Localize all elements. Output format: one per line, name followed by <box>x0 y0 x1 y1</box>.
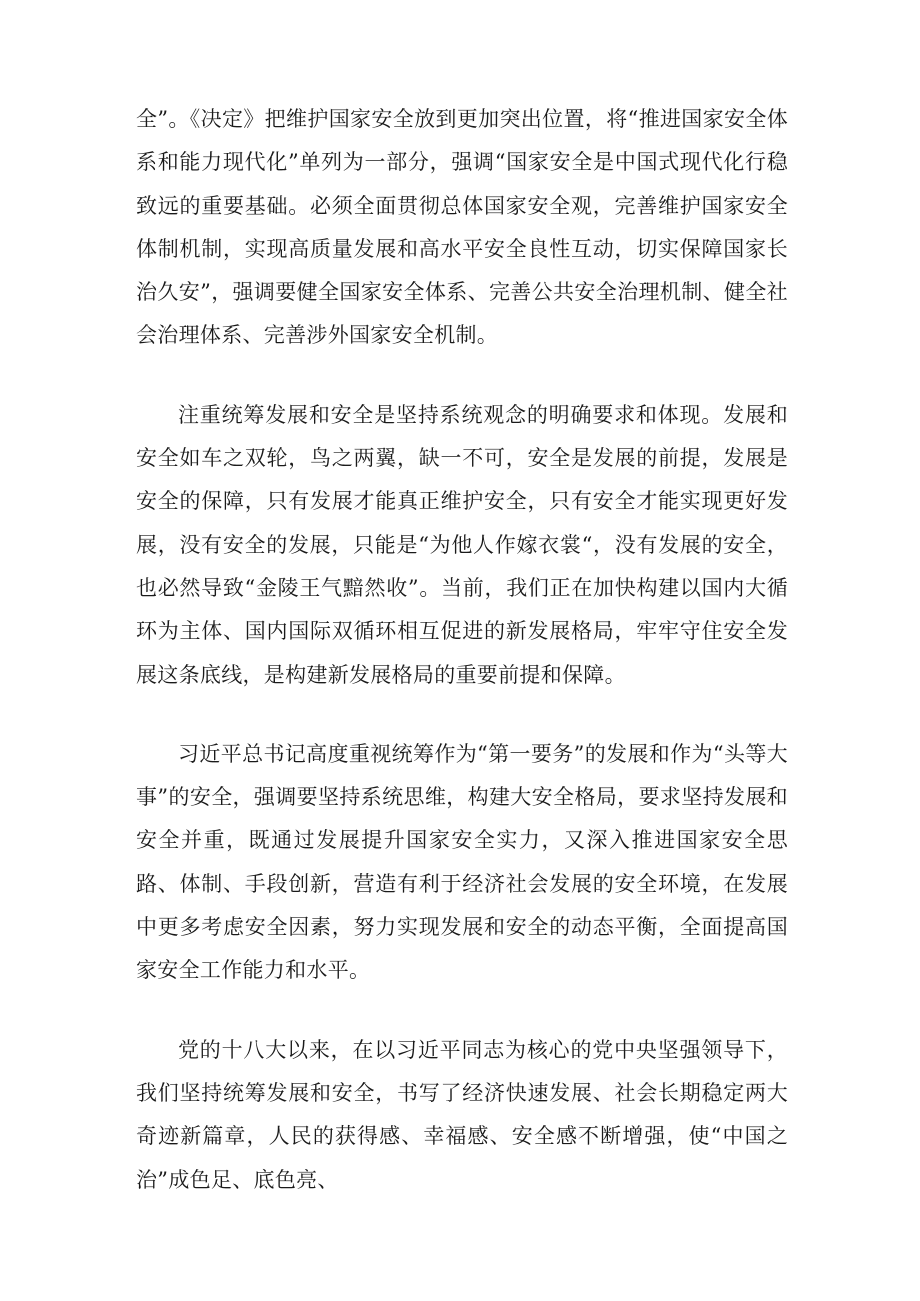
paragraph-2: 注重统筹发展和安全是坚持系统观念的明确要求和体现。发展和安全如车之双轮，鸟之两翼，缺一不可，安全是发展的前提，发展是安全的保障，只有发展才能真正维护安全，只有安全才能实现更好发展，没有安全的发展，只能是“为他人作嫁衣裳“，没有发展的安全，也必然导致“金陵王气黯然收”。当前，我们正在加快构建以国内大循环为主体、国内国际双循环相互促进的新发展格局，牢牢守住安全发展这条底线，是构建新发展格局的重要前提和保障。 <box>136 402 788 687</box>
paragraph-3: 习近平总书记高度重视统筹作为“第一要务”的发展和作为“头等大事”的安全，强调要坚持系统思维，构建大安全格局，要求坚持发展和安全并重，既通过发展提升国家安全实力，又深入推进国家安全思路、体制、手段创新，营造有利于经济社会发展的安全环境，在发展中更多考虑安全因素，努力实现发展和安全的动态平衡，全面提高国家安全工作能力和水平。 <box>136 741 788 983</box>
paragraph-4: 党的十八大以来，在以习近平同志为核心的党中央坚强领导下，我们坚持统筹发展和安全，书写了经济快速发展、社会长期稳定两大奇迹新篇章，人民的获得感、幸福感、安全感不断增强，使“中国之治”成色足、底色亮、 <box>136 1037 788 1192</box>
paragraph-1: 全”。《决定》把维护国家安全放到更加突出位置，将“推进国家安全体系和能力现代化”单列为一部分，强调“国家安全是中国式现代化行稳致远的重要基础。必须全面贯彻总体国家安全观，完善维护国家安全体制机制，实现高质量发展和高水平安全良性互动，切实保障国家长治久安”，强调要健全国家安全体系、完善公共安全治理机制、健全社会治理体系、完善涉外国家安全机制。 <box>136 107 788 348</box>
document-body <box>136 98 788 1238</box>
